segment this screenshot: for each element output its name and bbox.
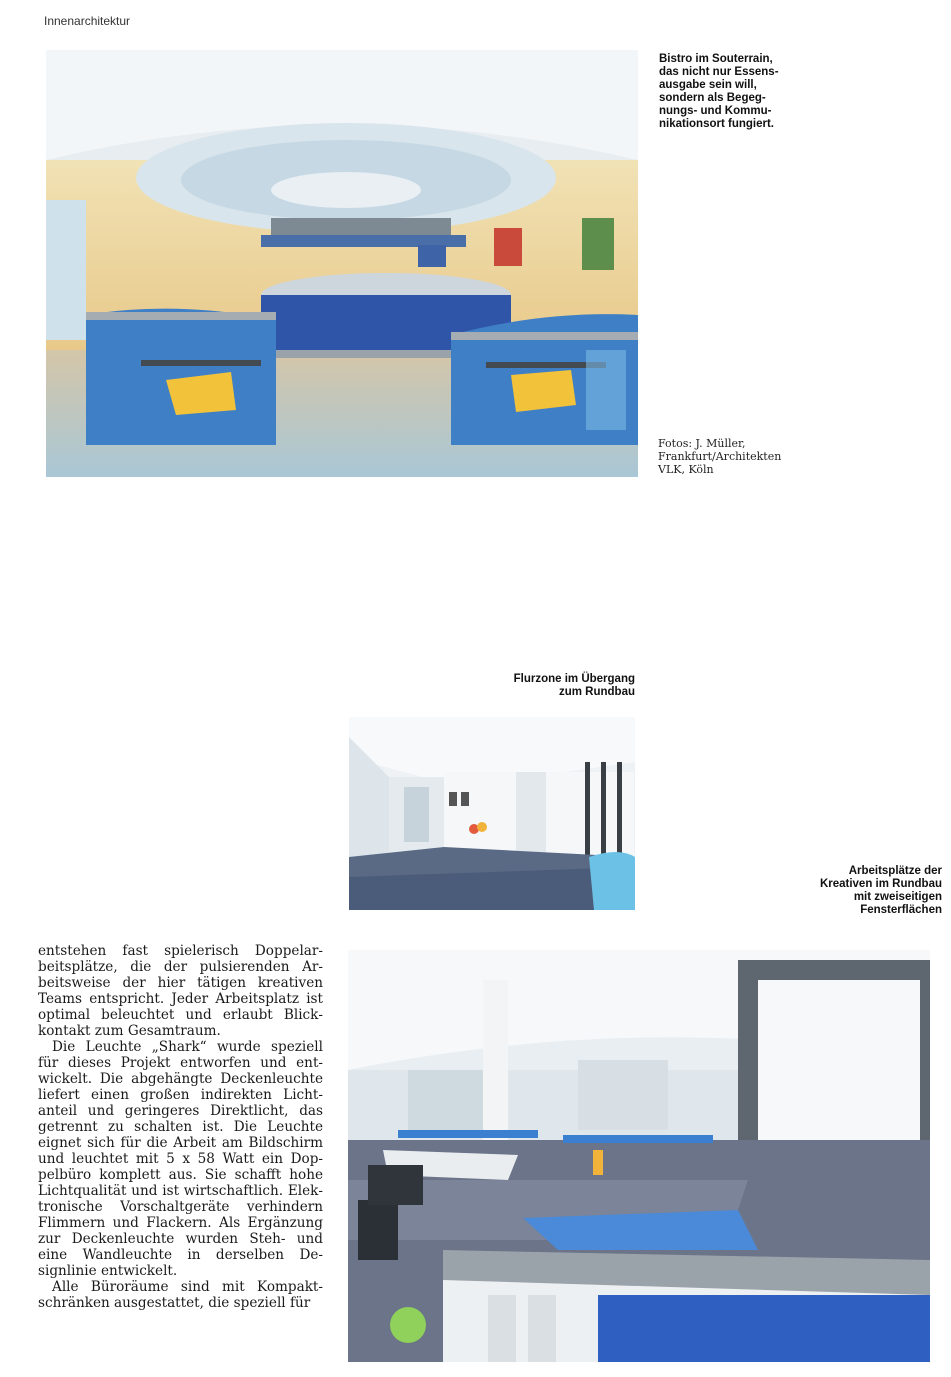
bistro-photo	[46, 50, 638, 477]
photo-credit-line-2: Frankfurt/Architekten	[658, 450, 782, 463]
bistro-caption: Bistro im Souterrain, das nicht nur Essensausgabe sein will, sondern als Begegnungs- und Kommunikationsort fungiert.	[659, 53, 779, 130]
body-text-column	[38, 943, 323, 1311]
photo-credit-line-3: VLK, Köln	[658, 463, 714, 476]
corridor-photo	[349, 717, 635, 910]
photo-credit-line-1: Fotos: J. Müller,	[658, 437, 746, 450]
body-paragraph-3: Alle Büroräume sind mit Kompaktschränken ausgestattet, die speziell für	[38, 1279, 323, 1311]
body-paragraph-2: Die Leuchte „Shark“ wurde speziell für dieses Projekt entworfen und entwickelt. Die abgehängte Deckenleuchte liefert einen großen indirekten Lichtanteil und geringeres Direktlicht, das getrennt zu schalten ist. Die Leuchte eignet sich für die Arbeit am Bildschirm und leuchtet mit 5 x 58 Watt ein Doppelbüro komplett aus. Sie schafft hohe Lichtqualität und ist wirtschaftlich. Elektronische Vorschaltgeräte verhindern Flimmern und Flackern. Als Ergänzung zur Deckenleuchte wurden Steh- und eine Wandleuchte in derselben Designlinie entwickelt.	[38, 1039, 323, 1279]
section-header: Innenarchitektur	[44, 14, 131, 28]
body-paragraph-1: entstehen fast spielerisch Doppelarbeitsplätze, die der pulsierenden Arbeitsweise der hier tätigen kreativen Teams entspricht. Jeder Arbeitsplatz ist optimal beleuchtet und erlaubt Blickkontakt zum Gesamtraum.	[38, 943, 323, 1039]
corridor-caption: Flurzone im Übergang zum Rundbau	[513, 673, 635, 698]
workplaces-photo	[348, 950, 930, 1362]
photo-credit	[658, 437, 798, 476]
workplaces-caption: Arbeitsplätze der Kreativen im Rundbau mit zweiseitigen Fensterflächen	[819, 865, 942, 916]
